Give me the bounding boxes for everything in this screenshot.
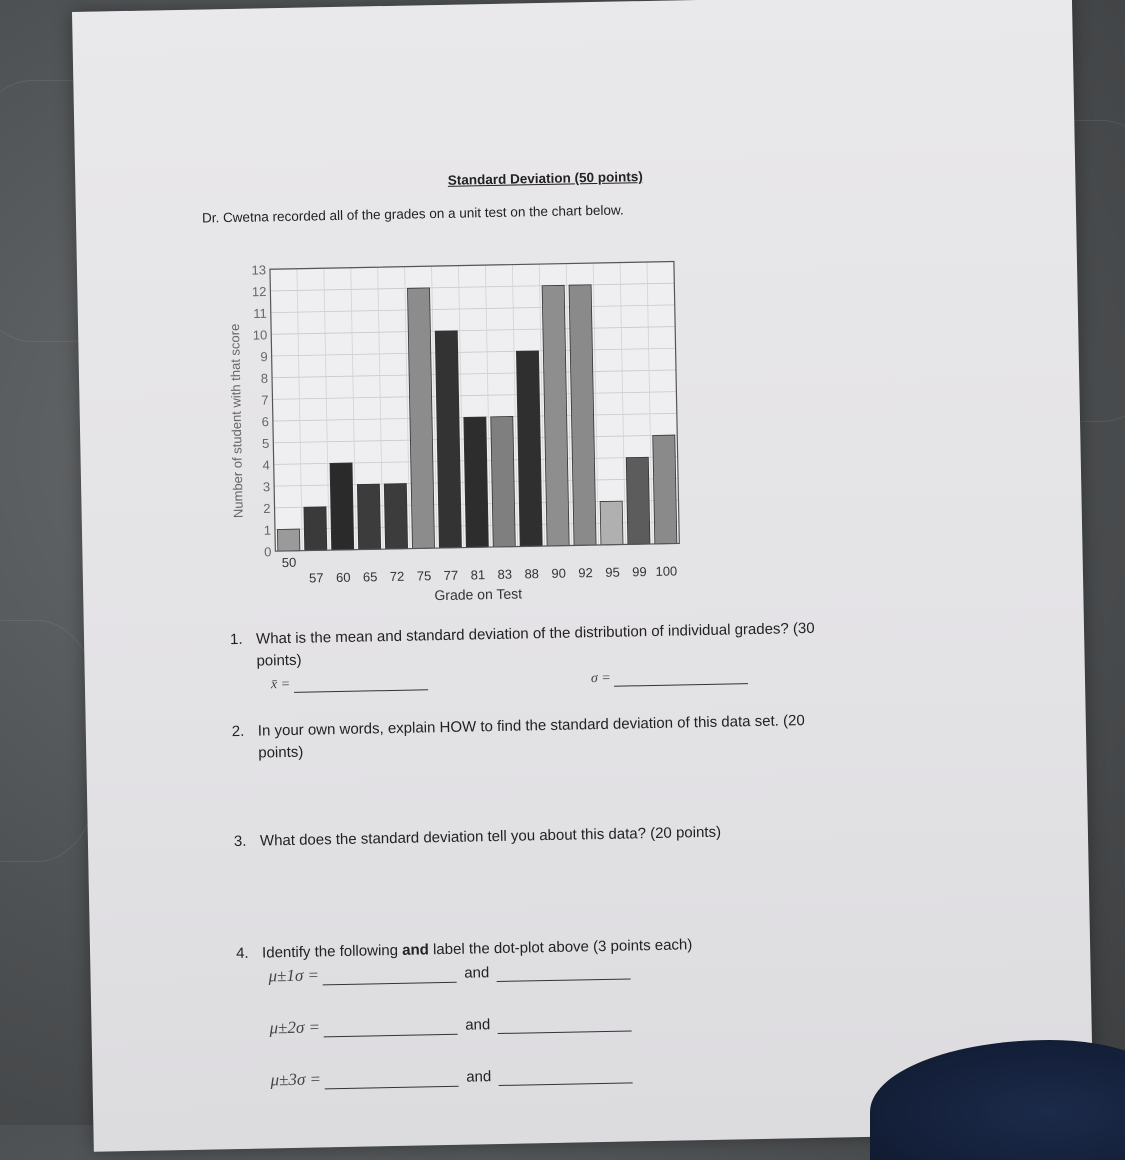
bar-grade-90 [542, 285, 569, 546]
question-2-text: In your own words, explain HOW to find the standard deviation of this data set. (20 [257, 712, 805, 740]
and-label: and [465, 1016, 491, 1034]
question-4-text: Identify the following [261, 941, 403, 962]
bar-grade-77 [435, 331, 461, 548]
mu-3-sigma-high-blank[interactable] [499, 1068, 633, 1086]
x-tick-label: 75 [416, 568, 432, 584]
question-2-text-cont: points) [258, 743, 304, 762]
sigma-symbol: σ = [590, 670, 611, 687]
sigma-answer [591, 667, 749, 687]
question-4-text-end: label the dot-plot above (3 points each) [428, 936, 693, 959]
mu-1-sigma-low-blank[interactable] [323, 968, 457, 986]
x-tick-label: 60 [335, 569, 351, 586]
y-tick-label: 2 [263, 500, 271, 517]
x-tick-label: 65 [362, 569, 378, 585]
bar-grade-72 [384, 484, 407, 549]
mu-2-sigma-answer [269, 1011, 632, 1038]
mu-1-sigma-answer [268, 959, 631, 986]
y-tick-label: 6 [261, 414, 270, 430]
mean-blank[interactable] [294, 675, 428, 693]
question-3-text: What does the standard deviation tell you about this data? (20 points) [259, 823, 722, 850]
y-axis-label: Number of student with that score [227, 323, 246, 519]
chart-x-ticks [282, 547, 678, 586]
question-1 [230, 616, 891, 673]
mu-1-sigma-label: μ±1σ = [268, 965, 320, 986]
mean-answer [271, 673, 428, 693]
question-4-bold: and [402, 941, 429, 959]
mu-2-sigma-label: μ±2σ = [269, 1017, 321, 1038]
mu-3-sigma-answer [270, 1063, 633, 1090]
x-tick-label: 95 [605, 564, 620, 580]
y-tick-label: 8 [260, 370, 269, 386]
x-tick-label: 90 [551, 565, 567, 581]
mu-3-sigma-low-blank[interactable] [325, 1072, 459, 1090]
bar-grade-95 [600, 501, 623, 545]
bar-grade-50 [277, 529, 299, 551]
and-label: and [464, 964, 490, 982]
and-label: and [466, 1068, 492, 1086]
x-tick-label: 88 [524, 566, 540, 582]
mu-1-sigma-high-blank[interactable] [497, 964, 631, 982]
y-tick-label: 13 [251, 262, 267, 278]
question-2-number: 2. [231, 722, 245, 741]
sigma-blank[interactable] [614, 669, 748, 687]
y-tick-label: 11 [253, 305, 267, 321]
intro-text: Dr. Cwetna recorded all of the grades on a unit test on the chart below. [201, 202, 624, 226]
y-tick-label: 9 [260, 349, 268, 365]
y-tick-label: 5 [261, 435, 270, 451]
x-tick-label: 81 [470, 567, 486, 583]
bar-grade-60 [330, 463, 354, 550]
y-tick-label: 12 [251, 284, 267, 300]
x-tick-label: 83 [497, 566, 513, 582]
document-title: Standard Deviation (50 points) [447, 169, 643, 188]
chart-y-ticks [251, 262, 271, 559]
question-1-text-cont: points) [256, 651, 302, 670]
bar-grade-81 [464, 417, 489, 548]
question-1-number: 1. [229, 630, 243, 649]
bar-grade-88 [516, 351, 542, 547]
y-tick-label: 4 [262, 457, 270, 473]
bar-grade-100 [653, 435, 677, 544]
bar-grade-92 [569, 285, 596, 546]
x-tick-label: 100 [655, 563, 678, 579]
x-axis-label: Grade on Test [434, 585, 523, 604]
y-tick-label: 3 [262, 479, 271, 495]
question-3 [234, 818, 894, 853]
mu-2-sigma-low-blank[interactable] [324, 1020, 458, 1038]
y-tick-label: 10 [252, 327, 268, 343]
x-tick-label: 92 [578, 565, 593, 581]
x-tick-label: 77 [443, 567, 459, 583]
question-2 [232, 708, 893, 765]
y-tick-label: 1 [263, 522, 272, 538]
bar-grade-83 [491, 416, 516, 547]
bar-grade-65 [357, 484, 380, 549]
x-tick-label: 72 [389, 568, 405, 585]
question-3-number: 3. [233, 832, 247, 851]
bar-grade-99 [626, 457, 650, 544]
x-tick-label: 50 [281, 554, 297, 571]
x-tick-label: 57 [308, 570, 324, 586]
y-tick-label: 7 [261, 392, 269, 408]
question-4-number: 4. [235, 944, 249, 963]
question-1-text: What is the mean and standard deviation of the distribution of individual grades? (30 [255, 619, 815, 648]
mean-symbol: x̄ = [270, 676, 291, 693]
y-tick-label: 0 [264, 544, 272, 560]
x-tick-label: 99 [632, 564, 647, 580]
worksheet-paper [72, 0, 1094, 1152]
grade-bar-chart [195, 244, 682, 613]
bar-grade-75 [407, 288, 434, 549]
mu-2-sigma-high-blank[interactable] [498, 1016, 632, 1034]
mu-3-sigma-label: μ±3σ = [270, 1069, 322, 1090]
bar-grade-57 [304, 507, 327, 551]
